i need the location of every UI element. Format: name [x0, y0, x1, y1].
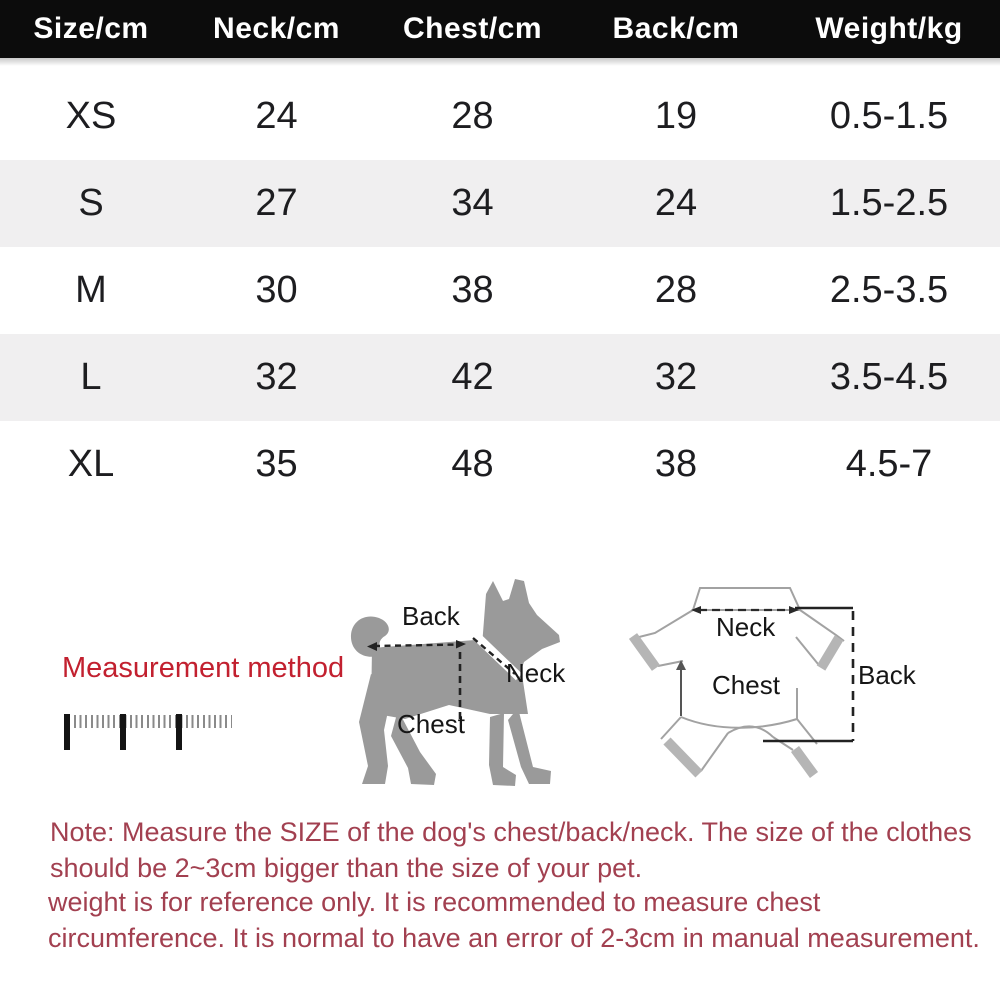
dog-rear-leg — [359, 674, 393, 784]
weight-cell: 1.5-2.5 — [829, 182, 949, 224]
ruler-icon — [64, 714, 240, 752]
garment-collar — [693, 588, 800, 610]
size-cell: L — [80, 356, 102, 398]
table-header-row — [0, 0, 1000, 58]
back-cell: 24 — [654, 182, 698, 224]
garment-left-sleeve — [635, 610, 693, 638]
weight-cell: 4.5-7 — [845, 443, 933, 485]
size-cell: S — [78, 182, 104, 224]
dog-chest-label: Chest — [397, 709, 465, 739]
weight-cell: 2.5-3.5 — [829, 269, 949, 311]
measurement-method-title: Measurement method — [62, 652, 345, 684]
chest-cell: 38 — [451, 269, 494, 311]
garment-left-leg — [661, 717, 681, 739]
neck-cell: 32 — [255, 356, 298, 398]
back-cell: 38 — [654, 443, 698, 485]
back-cell: 28 — [654, 269, 698, 311]
chest-cell: 42 — [451, 356, 494, 398]
weight-cell: 0.5-1.5 — [829, 95, 949, 137]
neck-cell: 35 — [255, 443, 298, 485]
ruler-small-ticks — [74, 715, 232, 728]
chest-cell: 34 — [451, 182, 494, 224]
table-body — [0, 73, 1000, 508]
chest-cell: 28 — [451, 95, 494, 137]
garment-cuff — [795, 749, 814, 775]
neck-cell: 30 — [255, 269, 298, 311]
table-row-s — [0, 160, 1000, 247]
size-cell: M — [75, 269, 107, 311]
neck-cell: 27 — [255, 182, 298, 224]
garment-cuff — [821, 638, 839, 668]
note-line: circumference. It is normal to have an error of 2-3cm in manual measurement. — [48, 923, 980, 953]
table-row-xs — [0, 73, 1000, 160]
size-cell: XS — [65, 95, 117, 137]
chest-cell: 48 — [451, 443, 494, 485]
table-row-l — [0, 334, 1000, 421]
size-cell: XL — [67, 443, 115, 485]
table-row-m — [0, 247, 1000, 334]
back-cell: 32 — [654, 356, 698, 398]
column-header-chest: Chest/cm — [402, 12, 543, 45]
back-cell: 19 — [654, 95, 698, 137]
note-line: should be 2~3cm bigger than the size of your pet. — [50, 853, 643, 883]
column-header-back: Back/cm — [612, 12, 740, 45]
table-row-xl — [0, 421, 1000, 508]
weight-cell: 3.5-4.5 — [829, 356, 949, 398]
column-header-weight: Weight/kg — [815, 12, 963, 45]
dog-back-label: Back — [402, 601, 460, 631]
garment-chest-label: Chest — [712, 670, 780, 700]
garment-cuff — [633, 636, 656, 668]
note-weight-advice — [48, 884, 980, 956]
garment-neck-label: Neck — [716, 612, 776, 642]
note-line: weight is for reference only. It is recommended to measure chest — [48, 887, 821, 917]
neck-cell: 24 — [255, 95, 298, 137]
garment-cuff — [667, 741, 699, 774]
garment-right-sleeve — [800, 610, 844, 641]
column-header-size: Size/cm — [33, 12, 149, 45]
column-header-neck: Neck/cm — [213, 12, 340, 45]
garment-hem — [681, 717, 797, 728]
dog-front-leg — [508, 708, 551, 784]
garment-back-label: Back — [858, 660, 916, 690]
note-line: Note: Measure the SIZE of the dog's chest/back/neck. The size of the clothes — [50, 817, 972, 847]
dog-neck-label: Neck — [506, 658, 566, 688]
note-size-advice — [50, 814, 972, 886]
